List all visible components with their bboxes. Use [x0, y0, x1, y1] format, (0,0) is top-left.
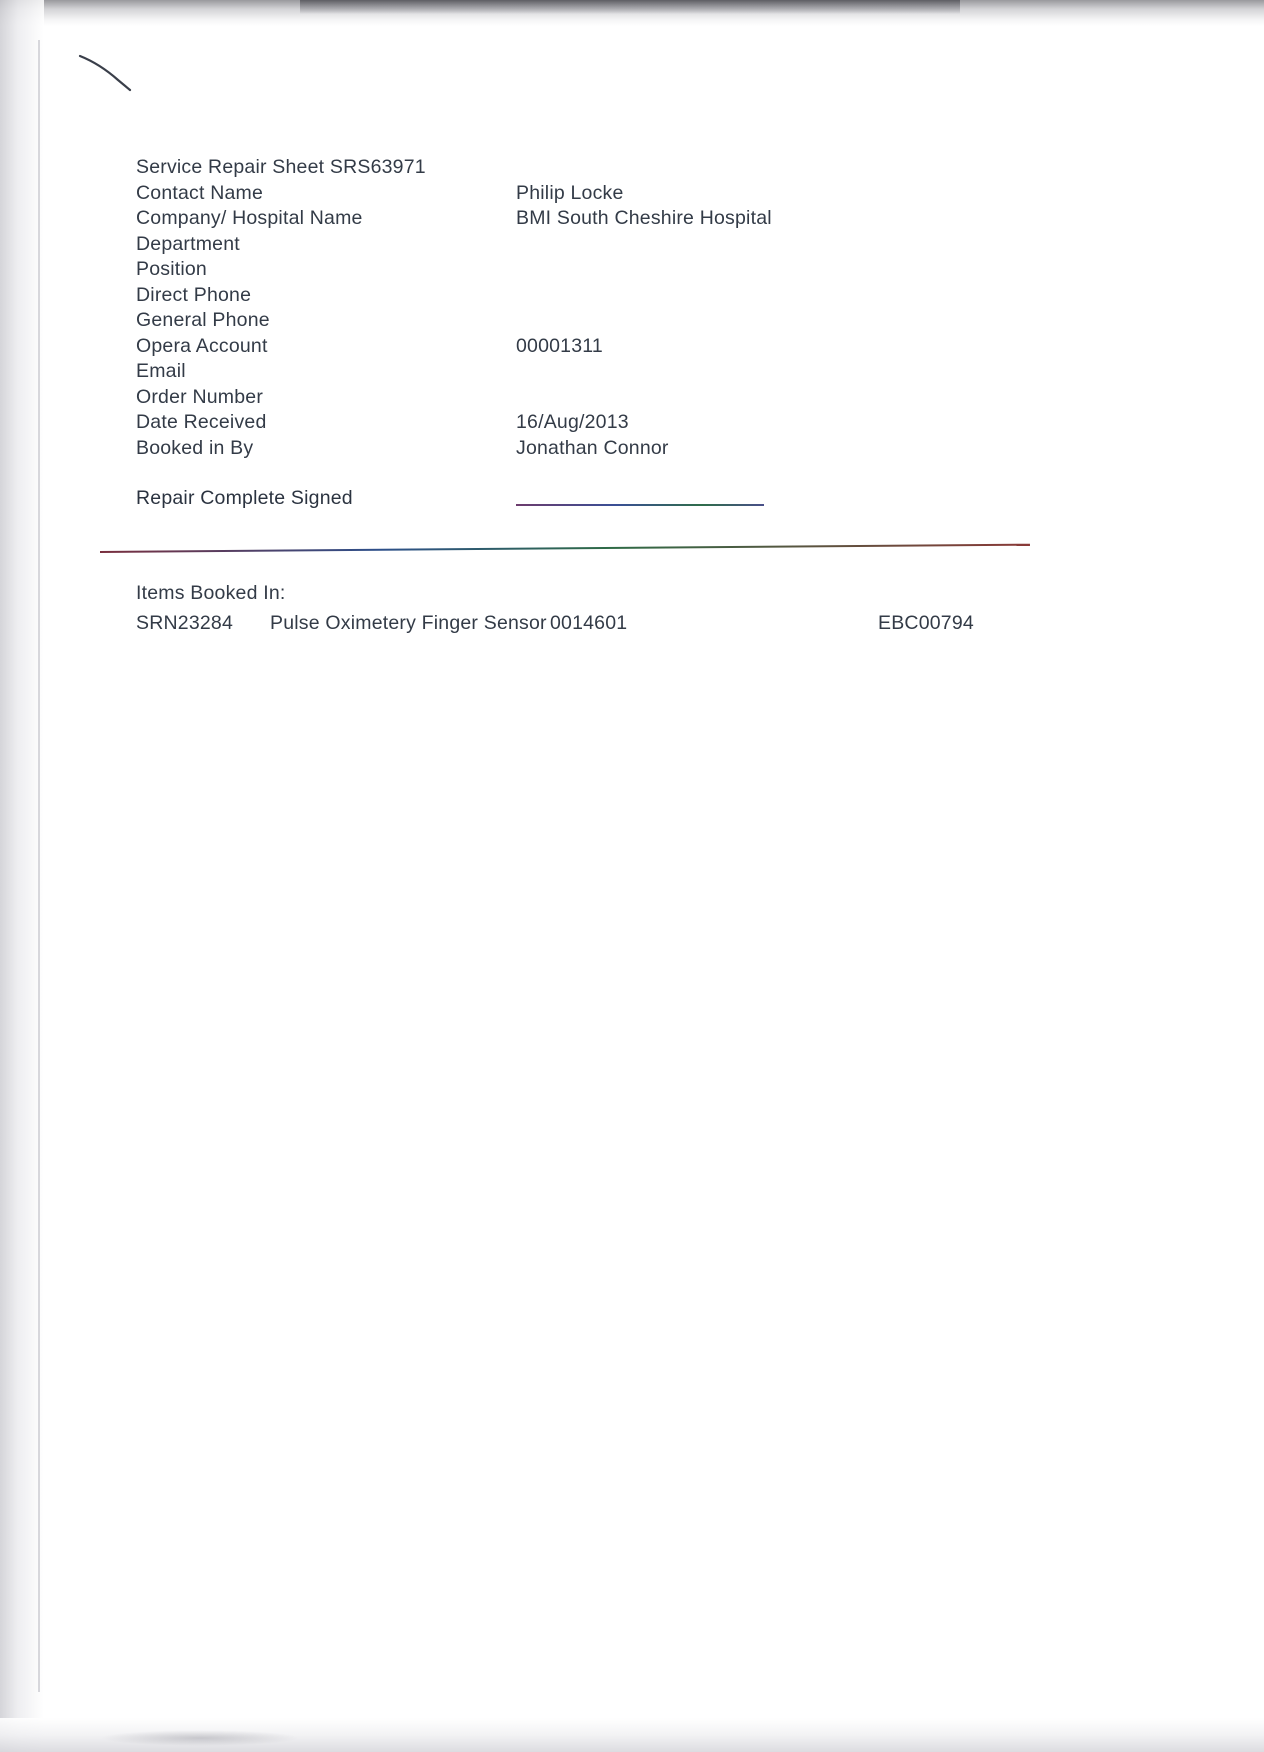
field-value: 00001311	[516, 334, 603, 357]
field-label: Company/ Hospital Name	[136, 207, 363, 229]
field-contact-name	[136, 181, 1036, 207]
field-position	[136, 257, 1036, 283]
field-label: Email	[136, 360, 186, 382]
field-company-hospital-name	[136, 206, 1036, 232]
field-value: BMI South Cheshire Hospital	[516, 207, 772, 229]
field-label: Opera Account	[136, 334, 268, 357]
item-code: 0014601	[550, 612, 628, 634]
item-srn: SRN23284	[136, 612, 233, 634]
document-body	[136, 155, 1036, 634]
items-heading: Items Booked In:	[136, 582, 286, 604]
signature-line[interactable]	[516, 504, 764, 506]
field-booked-in-by	[136, 436, 1036, 462]
scan-smudge	[100, 1730, 300, 1746]
field-direct-phone	[136, 283, 1036, 309]
scan-edge-top-dark	[300, 0, 960, 14]
scan-fold-line	[38, 40, 40, 1692]
field-label: Order Number	[136, 385, 264, 408]
field-label: General Phone	[136, 309, 270, 331]
item-reference: EBC00794	[878, 612, 974, 634]
field-value: Philip Locke	[516, 181, 624, 204]
document-title: Service Repair Sheet SRS63971	[136, 156, 426, 178]
repair-complete-signed	[136, 487, 1036, 510]
field-label: Position	[136, 258, 207, 280]
field-value: Jonathan Connor	[516, 436, 669, 459]
field-label: Date Received	[136, 411, 267, 433]
field-opera-account	[136, 334, 1036, 360]
field-order-number	[136, 385, 1036, 411]
table-row	[136, 609, 1036, 639]
field-general-phone	[136, 308, 1036, 334]
items-booked-in-section	[136, 579, 1036, 639]
signature-label: Repair Complete Signed	[136, 487, 353, 509]
field-department	[136, 232, 1036, 258]
field-label: Department	[136, 232, 240, 255]
section-divider	[100, 544, 1030, 553]
field-date-received	[136, 410, 1036, 436]
field-label: Booked in By	[136, 436, 254, 459]
pen-mark-icon	[78, 52, 148, 92]
item-description: Pulse Oximetery Finger Sensor	[270, 612, 547, 634]
field-label: Contact Name	[136, 181, 264, 204]
field-email	[136, 359, 1036, 385]
field-value: 16/Aug/2013	[516, 411, 629, 433]
field-label: Direct Phone	[136, 283, 252, 306]
